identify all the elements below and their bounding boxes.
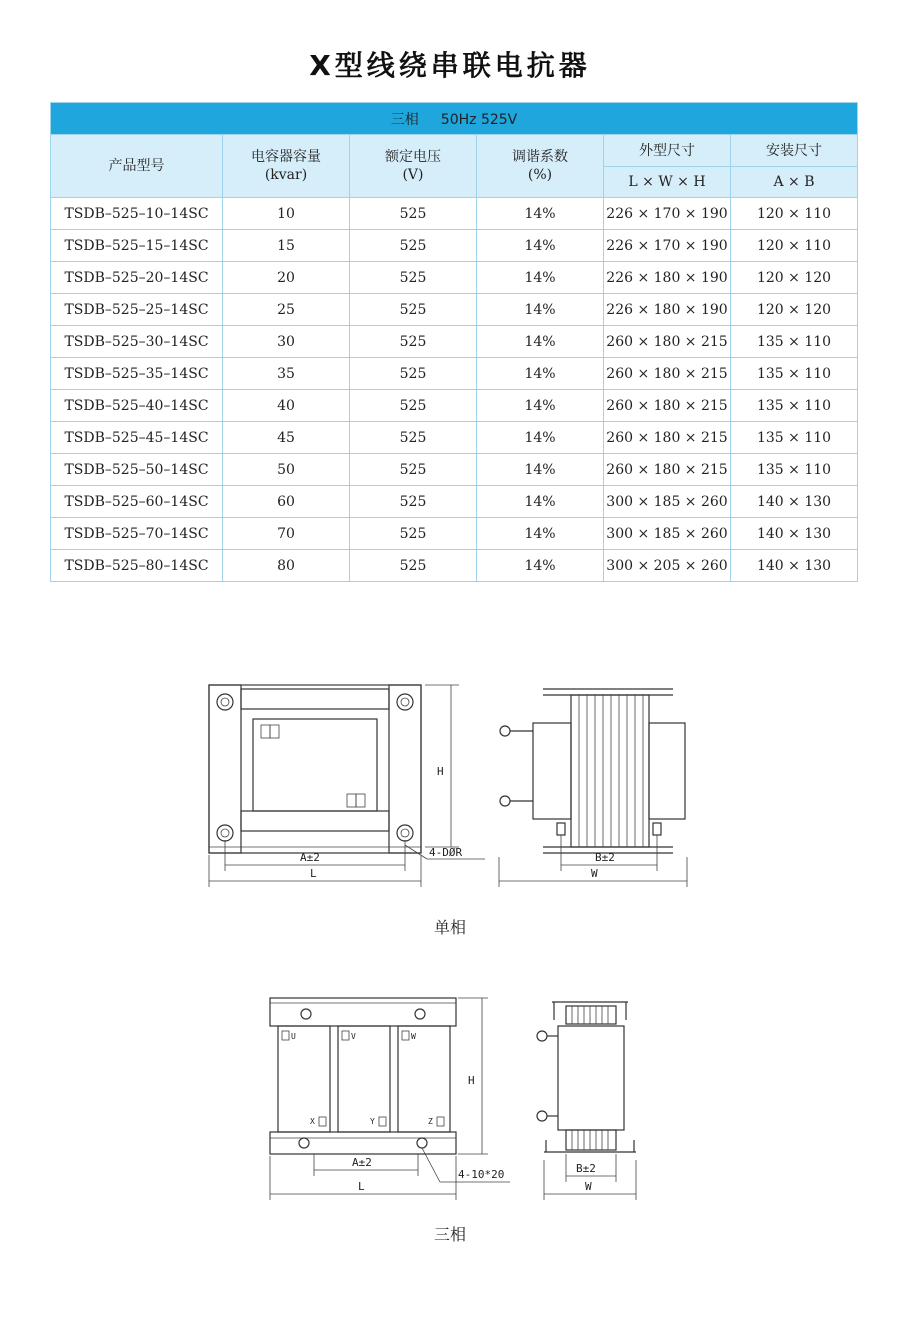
cell-outline: 260 × 180 × 215	[604, 358, 731, 390]
cell-model: TSDB–525–40–14SC	[51, 390, 223, 422]
terminal-z: Z	[428, 1117, 433, 1126]
cell-model: TSDB–525–20–14SC	[51, 262, 223, 294]
three-front-view	[270, 998, 510, 1200]
single-label-a: A±2	[300, 851, 320, 864]
cell-tuning: 14%	[477, 486, 604, 518]
table-row	[51, 422, 858, 454]
single-front-view	[209, 685, 485, 887]
terminal-u: U	[291, 1032, 296, 1041]
cell-mount: 120 × 110	[731, 198, 858, 230]
cell-mount: 135 × 110	[731, 358, 858, 390]
cell-model: TSDB–525–50–14SC	[51, 454, 223, 486]
cell-voltage: 525	[350, 454, 477, 486]
cell-outline: 260 × 180 × 215	[604, 454, 731, 486]
cell-capacity: 15	[223, 230, 350, 262]
cell-tuning: 14%	[477, 390, 604, 422]
cell-voltage: 525	[350, 198, 477, 230]
cell-outline: 300 × 185 × 260	[604, 486, 731, 518]
cell-outline: 226 × 180 × 190	[604, 294, 731, 326]
single-label-holes: 4-DØR	[429, 846, 463, 859]
cell-tuning: 14%	[477, 422, 604, 454]
cell-capacity: 80	[223, 550, 350, 582]
cell-capacity: 45	[223, 422, 350, 454]
cell-model: TSDB–525–30–14SC	[51, 326, 223, 358]
cell-capacity: 10	[223, 198, 350, 230]
three-label-w: W	[585, 1180, 592, 1193]
cell-tuning: 14%	[477, 550, 604, 582]
table-banner	[51, 103, 858, 135]
cell-capacity: 70	[223, 518, 350, 550]
spec-table	[50, 102, 858, 582]
cell-tuning: 14%	[477, 262, 604, 294]
header-capacity: 电容器容量 (kvar)	[223, 135, 350, 198]
cell-outline: 260 × 180 × 215	[604, 326, 731, 358]
terminal-x: X	[310, 1117, 315, 1126]
table-row	[51, 518, 858, 550]
single-phase-drawing	[195, 675, 705, 895]
cell-mount: 120 × 120	[731, 262, 858, 294]
cell-voltage: 525	[350, 230, 477, 262]
header-outline-sub: L × W × H	[604, 167, 731, 198]
terminal-y: Y	[370, 1117, 375, 1126]
cell-outline: 260 × 180 × 215	[604, 390, 731, 422]
three-label-l: L	[358, 1180, 365, 1193]
cell-capacity: 35	[223, 358, 350, 390]
cell-voltage: 525	[350, 358, 477, 390]
table-row	[51, 230, 858, 262]
cell-model: TSDB–525–60–14SC	[51, 486, 223, 518]
table-row	[51, 454, 858, 486]
cell-outline: 226 × 170 × 190	[604, 198, 731, 230]
single-label-l: L	[310, 867, 317, 880]
banner-spec: 50Hz 525V	[440, 111, 518, 128]
three-phase-caption: 三相	[433, 1225, 466, 1244]
cell-tuning: 14%	[477, 198, 604, 230]
cell-capacity: 20	[223, 262, 350, 294]
cell-model: TSDB–525–10–14SC	[51, 198, 223, 230]
cell-voltage: 525	[350, 422, 477, 454]
table-row	[51, 390, 858, 422]
cell-model: TSDB–525–35–14SC	[51, 358, 223, 390]
cell-outline: 226 × 180 × 190	[604, 262, 731, 294]
cell-capacity: 60	[223, 486, 350, 518]
single-label-w: W	[591, 867, 598, 880]
three-label-b: B±2	[576, 1162, 596, 1175]
table-row	[51, 326, 858, 358]
table-row	[51, 198, 858, 230]
cell-voltage: 525	[350, 294, 477, 326]
cell-model: TSDB–525–25–14SC	[51, 294, 223, 326]
cell-tuning: 14%	[477, 358, 604, 390]
cell-voltage: 525	[350, 550, 477, 582]
header-voltage: 额定电压 (V)	[350, 135, 477, 198]
cell-tuning: 14%	[477, 518, 604, 550]
cell-voltage: 525	[350, 518, 477, 550]
cell-outline: 260 × 180 × 215	[604, 422, 731, 454]
cell-outline: 226 × 170 × 190	[604, 230, 731, 262]
single-label-h: H	[437, 765, 444, 778]
cell-outline: 300 × 205 × 260	[604, 550, 731, 582]
cell-voltage: 525	[350, 262, 477, 294]
table-row	[51, 294, 858, 326]
single-phase-caption: 单相	[433, 918, 466, 937]
cell-voltage: 525	[350, 326, 477, 358]
cell-tuning: 14%	[477, 230, 604, 262]
terminal-w: W	[411, 1032, 416, 1041]
three-label-a: A±2	[352, 1156, 372, 1169]
three-label-h: H	[468, 1074, 475, 1087]
cell-capacity: 40	[223, 390, 350, 422]
page-title: X型线绕串联电抗器	[309, 49, 591, 82]
banner-phase: 三相	[390, 111, 419, 128]
single-side-view	[499, 689, 687, 887]
cell-outline: 300 × 185 × 260	[604, 518, 731, 550]
header-outline: 外型尺寸	[604, 135, 731, 167]
cell-mount: 140 × 130	[731, 486, 858, 518]
cell-mount: 135 × 110	[731, 390, 858, 422]
cell-mount: 140 × 130	[731, 550, 858, 582]
cell-capacity: 30	[223, 326, 350, 358]
table-row	[51, 262, 858, 294]
cell-mount: 120 × 120	[731, 294, 858, 326]
cell-tuning: 14%	[477, 294, 604, 326]
cell-model: TSDB–525–70–14SC	[51, 518, 223, 550]
cell-voltage: 525	[350, 390, 477, 422]
cell-model: TSDB–525–15–14SC	[51, 230, 223, 262]
cell-mount: 135 × 110	[731, 326, 858, 358]
cell-capacity: 25	[223, 294, 350, 326]
header-mount: 安装尺寸	[731, 135, 858, 167]
terminal-v: V	[351, 1032, 356, 1041]
cell-mount: 135 × 110	[731, 422, 858, 454]
three-label-holes: 4-10*20	[458, 1168, 505, 1181]
cell-capacity: 50	[223, 454, 350, 486]
three-phase-drawing	[260, 990, 650, 1205]
table-row	[51, 486, 858, 518]
three-side-view	[537, 1002, 636, 1200]
header-mount-sub: A × B	[731, 167, 858, 198]
cell-model: TSDB–525–80–14SC	[51, 550, 223, 582]
header-tuning: 调谐系数 (%)	[477, 135, 604, 198]
cell-tuning: 14%	[477, 454, 604, 486]
table-row	[51, 550, 858, 582]
cell-mount: 120 × 110	[731, 230, 858, 262]
header-model: 产品型号	[51, 135, 223, 198]
single-label-b: B±2	[595, 851, 615, 864]
table-row	[51, 358, 858, 390]
cell-mount: 135 × 110	[731, 454, 858, 486]
cell-tuning: 14%	[477, 326, 604, 358]
cell-mount: 140 × 130	[731, 518, 858, 550]
cell-voltage: 525	[350, 486, 477, 518]
cell-model: TSDB–525–45–14SC	[51, 422, 223, 454]
